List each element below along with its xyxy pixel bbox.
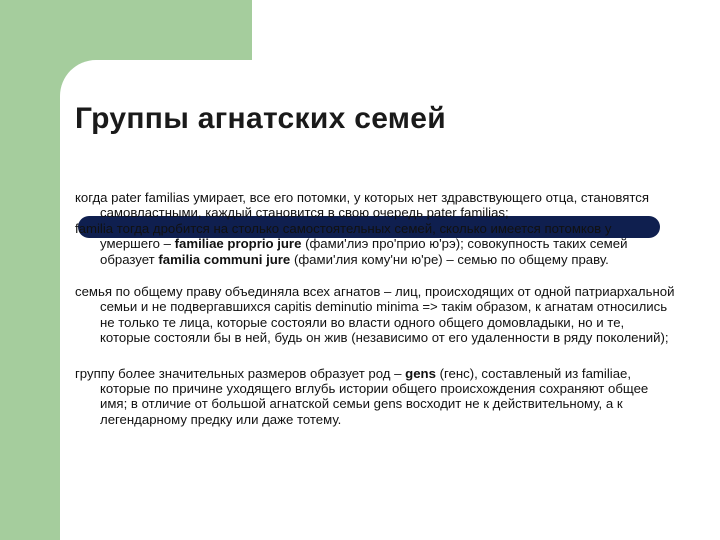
latin-term: gens — [405, 365, 436, 381]
text-run: (фами'лия кому'ни ю'ре) – семью по общему праву. — [290, 251, 609, 267]
paragraph — [75, 284, 675, 346]
slide-content — [75, 190, 675, 427]
text-run: семья по общему праву объединяла всех агнатов – лиц, происходящих от одной патриархальной семьи и не подвергавшихся capitis deminutio minima => такім образом, к агнатам относились не только те лица, которые состояли во власти одного общего домовладыки, но и те, которые состояли бы в ней, будь он жив (независимо от его удаленности в ряду поколений); — [75, 284, 675, 346]
text-run: группу более значительных размеров образует род – — [75, 365, 406, 381]
paragraph — [75, 221, 675, 267]
slide-title: Группы агнатских семей — [75, 102, 447, 135]
text-run: когда pater familias умирает, все его потомки, у которых нет здравствующего отца, становятся самовластными, каждый становится в свою очередь pater familias; — [75, 190, 649, 221]
green-accent-side — [0, 0, 60, 540]
paragraph — [75, 190, 675, 221]
text-run: (генс), составленый из familiae, которые по причине уходящего вглубь истории общего происхождения сохраняют общее имя; в отличие от большой агнатской семьи gens восходит не к действительному, а к легендарному предку или даже тотему. — [100, 365, 649, 427]
latin-term: familia communi jure — [158, 251, 291, 267]
paragraph-spacer — [75, 267, 675, 284]
text-run: (фами'лиэ про'прио ю'рэ); совокупность таких семей образует — [100, 236, 628, 267]
latin-term: familiae proprio jure — [174, 236, 302, 252]
paragraph — [75, 366, 675, 428]
paragraph-spacer — [75, 346, 675, 366]
text-run: familia тогда дробится на столько самостоятельных семей, сколько имеется потомков у умершего – — [75, 220, 612, 252]
